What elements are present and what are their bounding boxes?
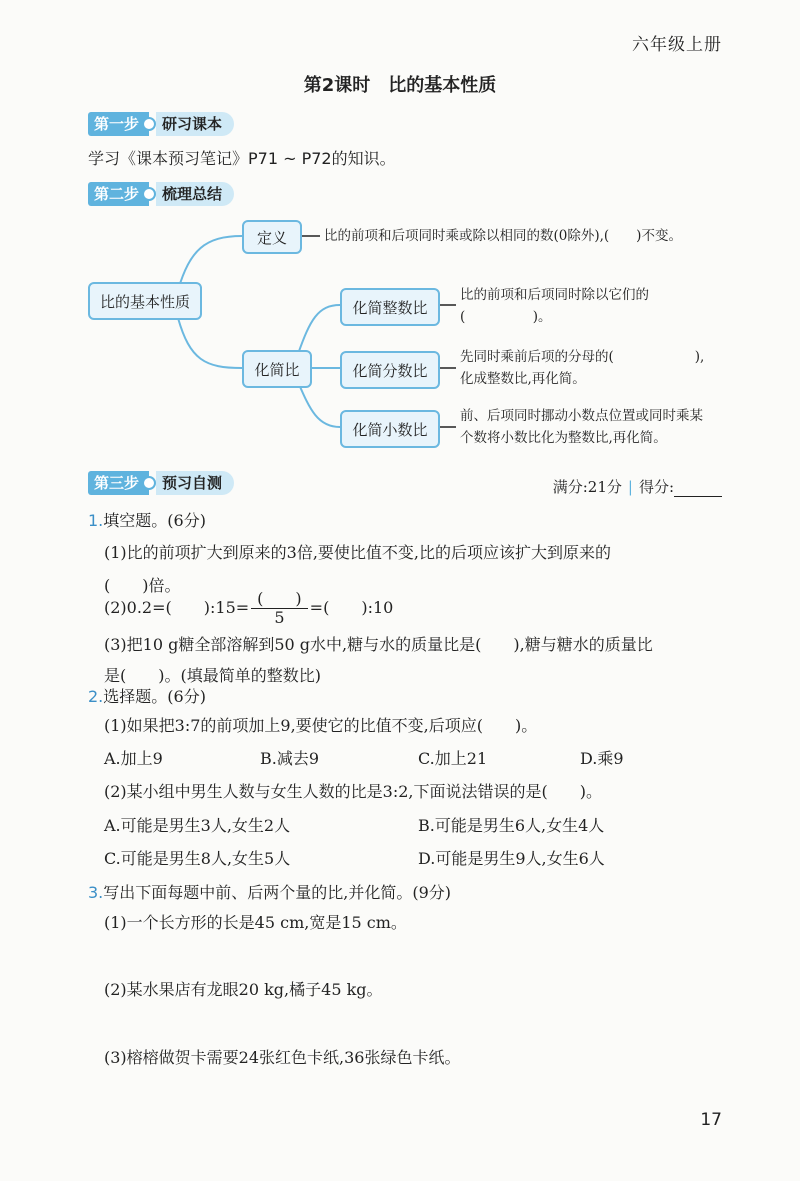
q1-title: 1.填空题。(6分) <box>88 511 206 530</box>
q3-title: 3.写出下面每题中前、后两个量的比,并化简。(9分) <box>88 883 452 902</box>
q1-s1: (1)比的前项扩大到原来的3倍,要使比值不变,比的后项应该扩大到原来的 ( )倍。 <box>104 543 612 595</box>
q3-s3: (3)榕榕做贺卡需要24张红色卡纸,36张绿色卡纸。 <box>104 1048 461 1067</box>
score-blank[interactable] <box>674 482 722 497</box>
q2-s2: (2)某小组中男生人数与女生人数的比是3:2,下面说法错误的是( )。 <box>104 782 602 801</box>
page-number: 17 <box>700 1110 722 1130</box>
q2-s1: (1)如果把3:7的前项加上9,要使它的比值不变,后项应( )。 <box>104 716 538 735</box>
q3-s2: (2)某水果店有龙眼20 kg,橘子45 kg。 <box>104 980 383 999</box>
mindmap-definition: 定义 <box>242 220 302 254</box>
q1-s2: (2)0.2=( ):15= $\frac{( )}{5}$ =( ):10 <box>104 589 394 627</box>
branch-decimal-desc: 前、后项同时挪动小数点位置或同时乘某 个数将小数比化为整数比,再化简。 <box>460 408 703 446</box>
step-dot-icon <box>142 187 156 201</box>
q2-s1-option-d[interactable]: D.乘9 <box>580 749 624 768</box>
connector-simplify-decimal <box>298 382 340 427</box>
definition-text: 比的前项和后项同时乘或除以相同的数(0除外),( )不变。 <box>324 228 682 244</box>
q2-title: 2.选择题。(6分) <box>88 687 206 706</box>
branch-fraction-desc: 先同时乘前后项的分母的( ), 化成整数比,再化简。 <box>460 349 705 387</box>
grade-label: 六年级上册 <box>632 35 722 55</box>
step3-label: 第三步 <box>88 471 149 495</box>
q2-s2-option-c[interactable]: C.可能是男生8人,女生5人 <box>104 849 291 868</box>
step3-header <box>88 471 234 495</box>
step-dot-icon <box>142 117 156 131</box>
step1-text: 学习《课本预习笔记》P71 ~ P72的知识。 <box>88 149 396 168</box>
branch-integer-desc: 比的前项和后项同时除以它们的 ( )。 <box>460 287 649 325</box>
connector-root-simplify <box>178 318 242 368</box>
mindmap-root: 比的基本性质 <box>88 282 202 320</box>
step1-label: 第一步 <box>88 112 149 136</box>
mindmap-branch-fraction: 化简分数比 <box>340 351 440 389</box>
score-area: 满分:21分 | 得分: <box>553 476 722 497</box>
mindmap-branch-decimal: 化简小数比 <box>340 410 440 448</box>
step-dot-icon <box>142 476 156 490</box>
mindmap-simplify: 化简比 <box>242 350 312 388</box>
title-topic: 比的基本性质 <box>388 75 497 96</box>
q2-s1-option-c[interactable]: C.加上21 <box>418 749 488 768</box>
mindmap-branch-integer: 化简整数比 <box>340 288 440 326</box>
step3-name: 预习自测 <box>156 471 234 495</box>
step2-label: 第二步 <box>88 182 149 206</box>
fraction: $\frac{( )}{5}$ <box>251 590 308 627</box>
q2-s1-option-a[interactable]: A.加上9 <box>104 749 163 768</box>
score-label: 得分: <box>638 478 674 496</box>
q2-s1-option-b[interactable]: B.减去9 <box>260 749 320 768</box>
full-score: 满分:21分 <box>552 478 622 496</box>
q2-s2-option-a[interactable]: A.可能是男生3人,女生2人 <box>104 816 291 835</box>
title-lesson: 第2课时 <box>303 75 371 96</box>
q1-s3: (3)把10 g糖全部溶解到50 g水中,糖与水的质量比是( ),糖与糖水的质量比 是( )。(填最简单的整数比) <box>104 635 653 685</box>
connector-simplify-integer <box>298 305 340 354</box>
step2-name: 梳理总结 <box>156 182 234 206</box>
q3-s1: (1)一个长方形的长是45 cm,宽是15 cm。 <box>104 913 407 932</box>
q2-s2-option-d[interactable]: D.可能是男生9人,女生6人 <box>418 849 605 868</box>
step1-name: 研习课本 <box>156 112 234 136</box>
q2-s2-option-b[interactable]: B.可能是男生6人,女生4人 <box>418 816 605 835</box>
